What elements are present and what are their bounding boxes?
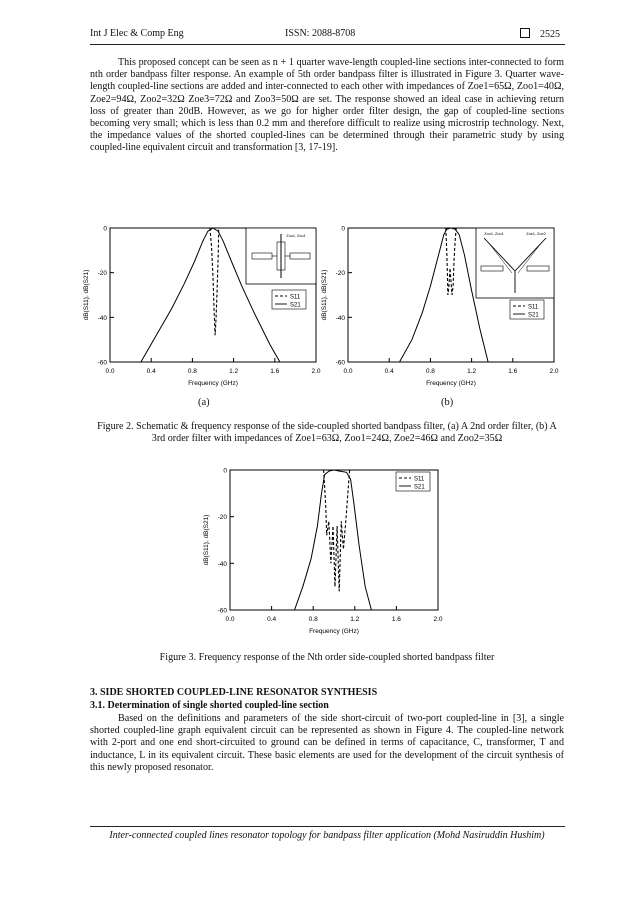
schematic-impedance-label: Zoo1, Zoo1 [286, 234, 306, 238]
journal-name: Int J Elec & Comp Eng [90, 28, 184, 39]
legend-label-s21: S21 [414, 484, 425, 491]
y-tick-label: -20 [335, 270, 345, 278]
x-tick-label: 0.0 [225, 616, 235, 623]
y-tick-label: -40 [217, 560, 227, 568]
section-heading: 3. SIDE SHORTED COUPLED-LINE RESONATOR SYNTHESIS [90, 687, 378, 698]
x-tick-label: 0.4 [384, 368, 394, 375]
x-tick-label: 1.6 [508, 368, 518, 375]
legend-label-s11: S11 [528, 304, 539, 311]
schematic-inset [246, 228, 316, 284]
x-tick-label: 0.0 [343, 368, 353, 375]
x-tick-label: 2.0 [549, 368, 559, 375]
footer-rule [90, 826, 565, 827]
legend-box [396, 472, 430, 491]
x-tick-label: 0.8 [425, 368, 435, 375]
x-tick-label: 1.6 [270, 368, 280, 375]
issn: ISSN: 2088-8708 [285, 28, 356, 39]
y-axis-label: dB(S11), dB(S21) [321, 269, 328, 321]
schematic-inset [476, 228, 554, 298]
y-tick-label: 0 [341, 225, 345, 233]
footer-text: Inter-connected coupled lines resonator topology for bandpass filter application (Mohd Nasiruddin Hushim) [109, 830, 545, 841]
header-rule [90, 44, 565, 45]
x-tick-label: 0.4 [146, 368, 156, 375]
section-subheading: 3.1. Determination of single shorted coupled-line section [90, 700, 329, 711]
series-s11-line [324, 470, 350, 591]
y-tick-label: -20 [97, 270, 107, 278]
series-s11-line [210, 228, 219, 335]
y-tick-label: -40 [97, 314, 107, 322]
schematic-impedance-label: Zoo1, Zoo1 [484, 232, 504, 236]
figure2a-label: (a) [198, 397, 210, 408]
x-tick-label: 1.6 [391, 616, 401, 623]
legend-label-s11: S11 [290, 294, 301, 301]
checkbox-icon [520, 28, 530, 38]
y-axis-label: dB(S11), dB(S21) [83, 269, 90, 321]
figure3-plot [200, 462, 450, 642]
y-tick-label: 0 [223, 467, 227, 475]
legend-label-s21: S21 [290, 302, 301, 309]
y-tick-label: -60 [97, 359, 107, 367]
y-tick-label: -60 [217, 607, 227, 615]
figure3-caption: Figure 3. Frequency response of the Nth order side-coupled shorted bandpass filter [159, 652, 495, 663]
y-tick-label: -40 [335, 314, 345, 322]
x-tick-label: 2.0 [433, 616, 443, 623]
x-tick-label: 2.0 [311, 368, 321, 375]
y-tick-label: -60 [335, 359, 345, 367]
x-axis-label: Frequency (GHz) [188, 380, 238, 387]
figure2b-label: (b) [441, 397, 454, 408]
section-paragraph: Based on the definitions and parameters of the side short-circuit of two-port coupled-line in [3], a single shorted coupled-line graph equivalent circuit can be represented as shown in Figure 4. The coupled-line network with 2-port and one end short-circuited to ground can be defined in terms of capacitance, C, transformer, T and inductance, L in its equivalent circuit. These basic elements are used for the development of the circuit synthesis of this newly proposed resonator. [90, 713, 564, 773]
legend-box [272, 290, 306, 309]
x-tick-label: 0.4 [267, 616, 277, 623]
figure2b-plot [321, 218, 564, 398]
page-number-group [520, 28, 560, 40]
x-axis-label: Frequency (GHz) [309, 628, 359, 635]
page-number: 2525 [540, 29, 560, 40]
x-tick-label: 0.8 [308, 616, 318, 623]
legend-label-s21: S21 [528, 312, 539, 319]
x-tick-label: 1.2 [350, 616, 360, 623]
y-axis-label: dB(S11), dB(S21) [203, 514, 210, 566]
schematic-impedance-label: Zoe1, Zoe2 [526, 232, 546, 236]
intro-paragraph: This proposed concept can be seen as n + 1 quarter wave-length coupled-line sections inter-connected to form nth order bandpass filter response. An example of 5th order bandpass filter is illustrated in Figure 3. Quarter wave-length coupled-line sections are added and inter-connected to each other with impedances of Zoe1=65Ω, Zoo1=40Ω, Zoe2=94Ω, Zoo2=32Ω Zoe3=72Ω and Zoo3=50Ω are set. The response showed an ideal case in achieving return loss of greater than 20dB. However, as we go for higher order filter design, the gap of coupled-line sections becoming very small; which is less than 0.2 mm and therefore difficult to realize using microstrip technology. Next, the impedance values of the shorted coupled-lines can be determined through their parametric study by using coupled-line equivalent circuit and transformation [3, 17-19]. [90, 57, 564, 154]
legend-label-s11: S11 [414, 476, 425, 483]
x-tick-label: 0.8 [187, 368, 197, 375]
y-tick-label: -20 [217, 514, 227, 522]
series-s21-line [400, 228, 489, 362]
x-tick-label: 1.2 [467, 368, 477, 375]
x-axis-label: Frequency (GHz) [426, 380, 476, 387]
figure2a-plot [83, 218, 326, 398]
x-tick-label: 1.2 [229, 368, 239, 375]
series-s11-line [446, 228, 456, 295]
legend-box [510, 300, 544, 319]
figure2-caption: Figure 2. Schematic & frequency response of the side-coupled shorted bandpass filter, (a) A 2nd order filter, (b) A 3rd order filter with impedances of Zoe1=63Ω, Zoo1=24Ω, Zoe2=46Ω and Zoo2=35Ω [97, 421, 557, 445]
y-tick-label: 0 [103, 225, 107, 233]
x-tick-label: 0.0 [105, 368, 115, 375]
